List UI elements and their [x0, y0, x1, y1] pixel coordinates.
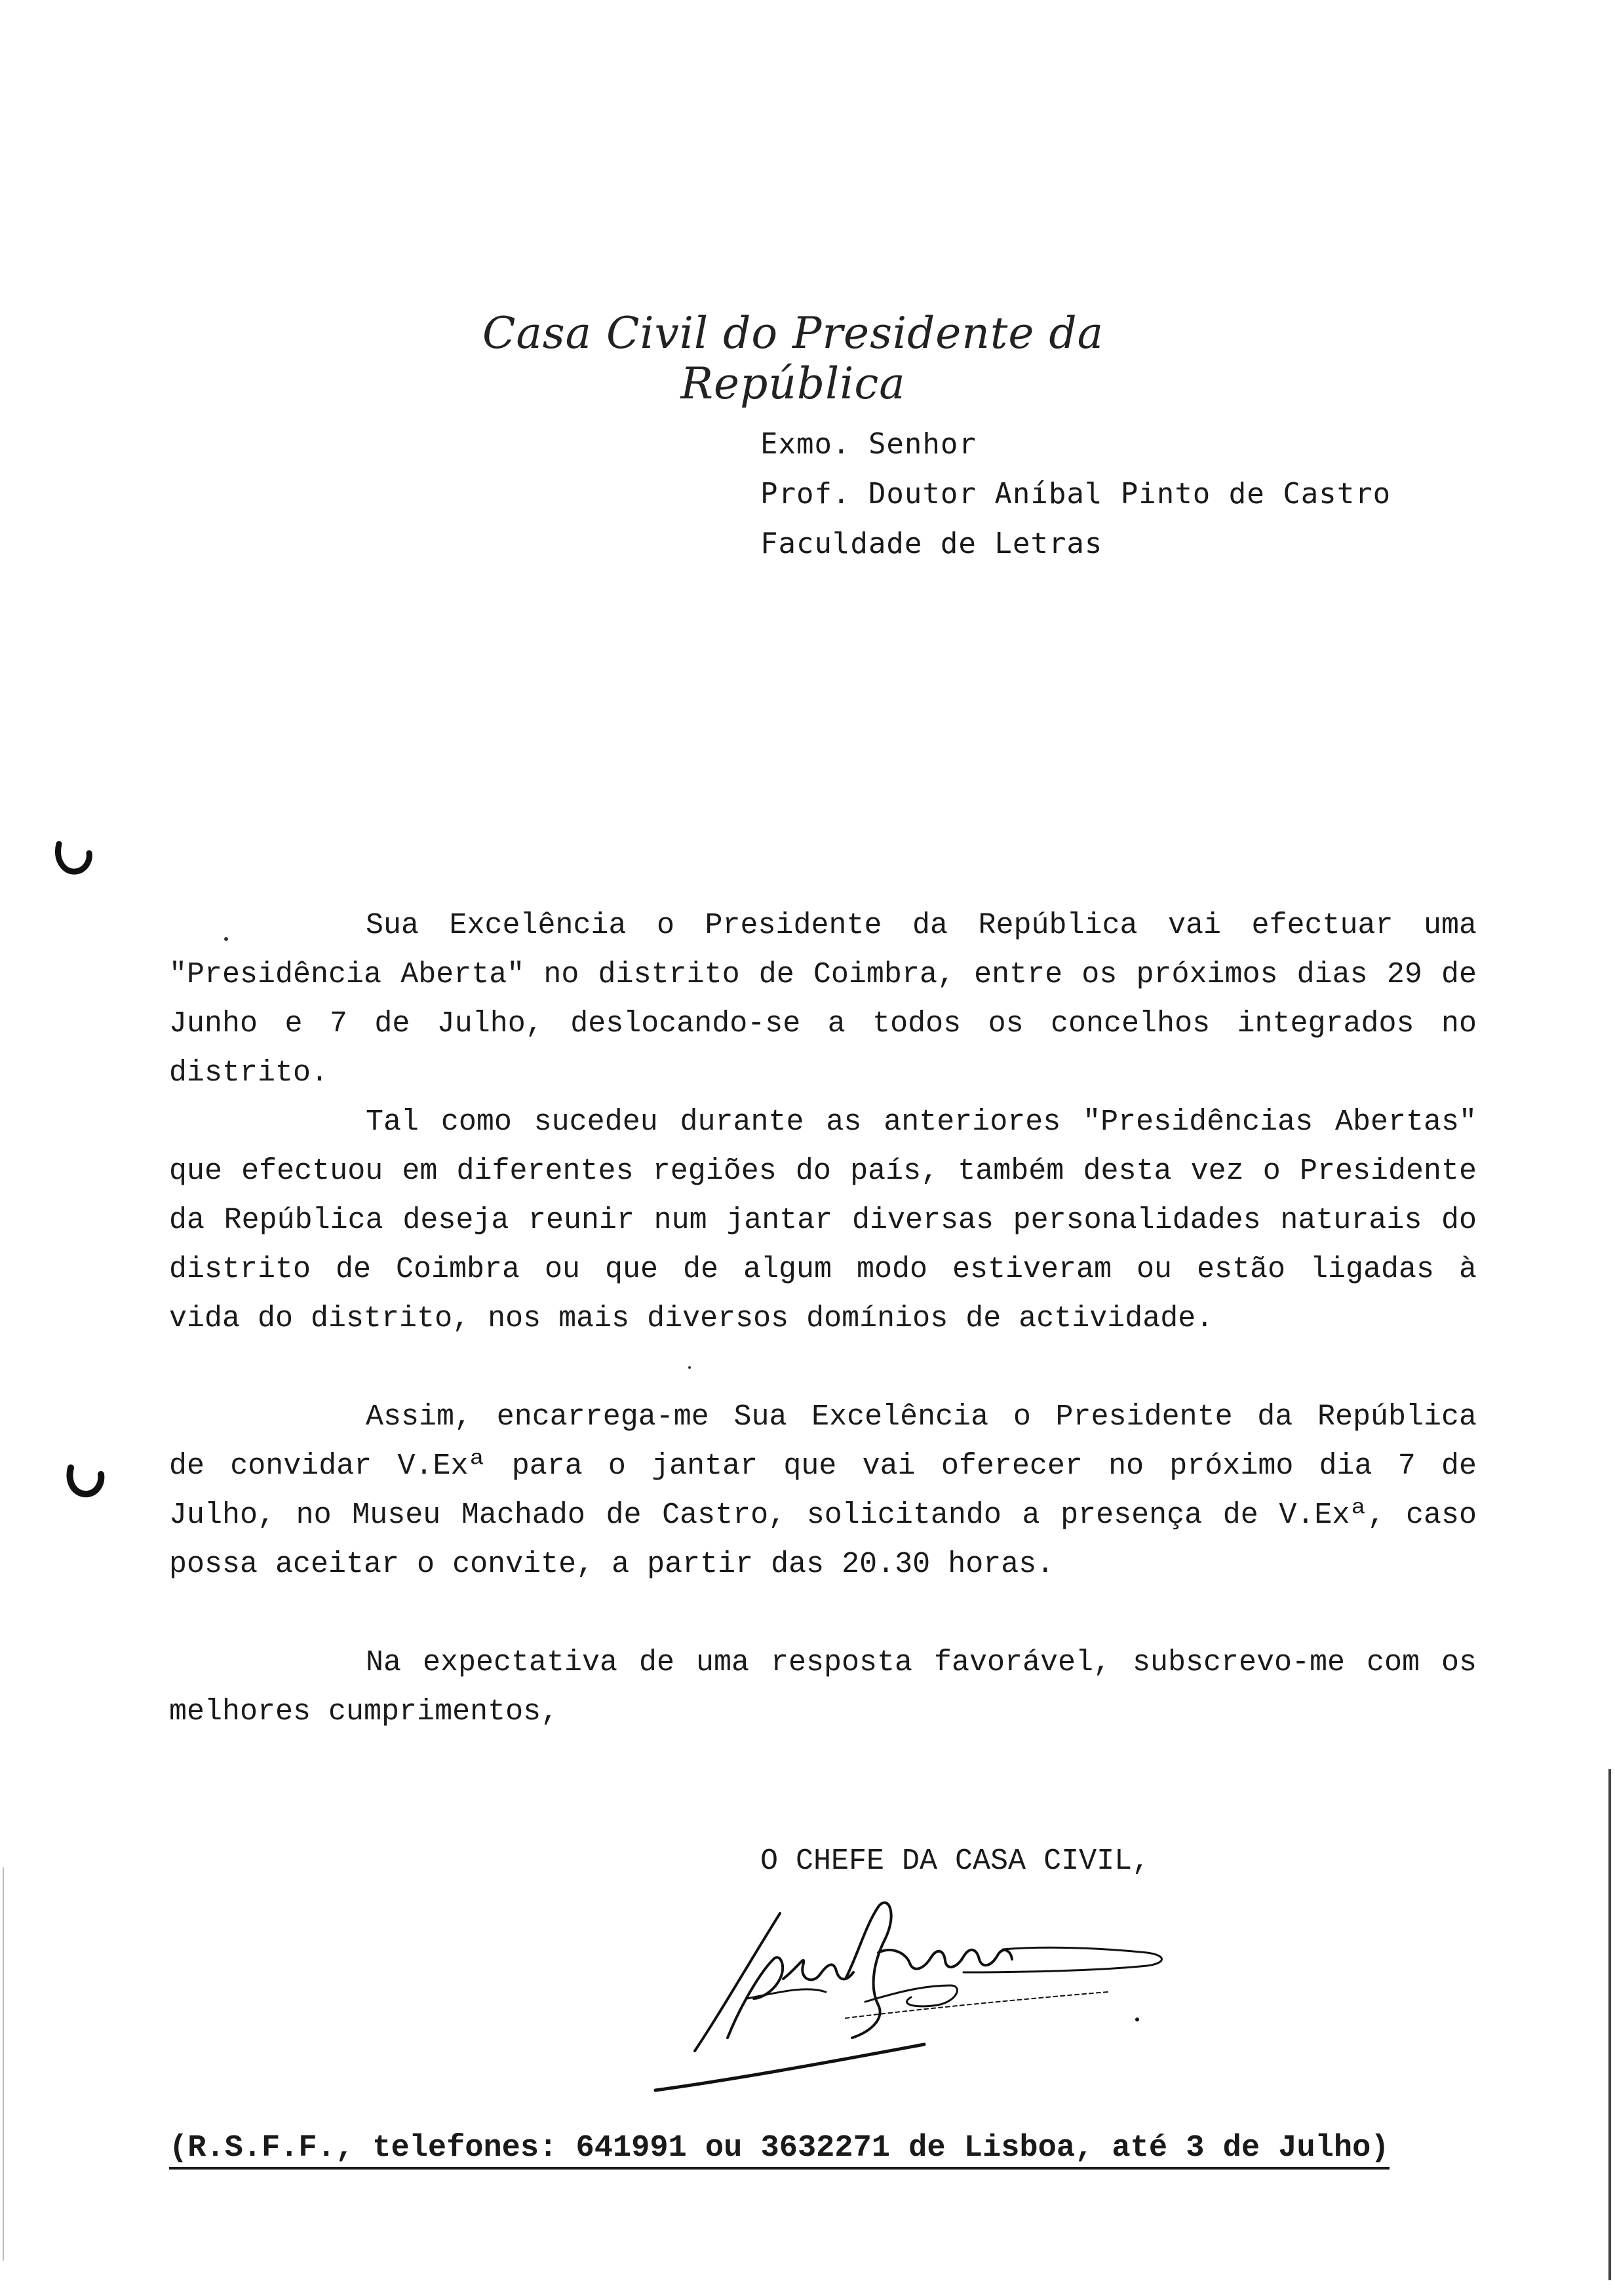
handwritten-signature — [649, 1887, 1226, 2097]
recipient-name: Prof. Doutor Aníbal Pinto de Castro — [760, 477, 1391, 510]
signatory-title: O CHEFE DA CASA CIVIL, — [760, 1845, 1150, 1878]
paragraph-2: Tal como sucedeu durante as anteriores "Presidências Abertas" que efectuou em diferentes regiões do país, também desta vez o Presidente da República deseja reunir num jantar diversas personalidades naturais do distrito de Coimbra ou que de algum modo estiveram ou estão ligadas à vida do distrito, nos mais diversos domínios de actividade. — [169, 1105, 1477, 1335]
footer-rsvp-note: (R.S.F.F., telefones: 641991 ou 3632271 de Lisboa, até 3 de Julho) — [169, 2131, 1390, 2170]
page-edge-line — [1608, 1769, 1611, 2280]
speck-dot — [688, 1366, 691, 1369]
paragraph-3: Assim, encarrega-me Sua Excelência o Presidente da República de convidar V.Exª para o jantar que vai oferecer no próximo dia 7 de Julho, no Museu Machado de Castro, solicitando a presença de V.Exª, caso possa aceitar o convite, a partir das 20.30 horas. — [169, 1400, 1477, 1581]
page-edge-line — [3, 1867, 4, 2261]
letterhead: Casa Civil do Presidente da República — [482, 308, 1104, 409]
paragraph-1: Sua Excelência o Presidente da República vai efectuar uma "Presidência Aberta" no distrito de Coimbra, entre os próximos dias 29 de Junho e 7 de Julho, deslocando-se a todos os concelhos integrados no distrito. — [169, 909, 1477, 1090]
binder-hole-mark-icon — [66, 1461, 105, 1501]
paragraph-4: Na expectativa de uma resposta favorável, subscrevo-me com os melhores cumprimentos, — [169, 1646, 1477, 1729]
recipient-address — [760, 419, 1391, 569]
binder-hole-mark-icon — [54, 839, 93, 878]
recipient-salutation: Exmo. Senhor — [760, 427, 977, 461]
recipient-institution: Faculdade de Letras — [760, 527, 1103, 560]
